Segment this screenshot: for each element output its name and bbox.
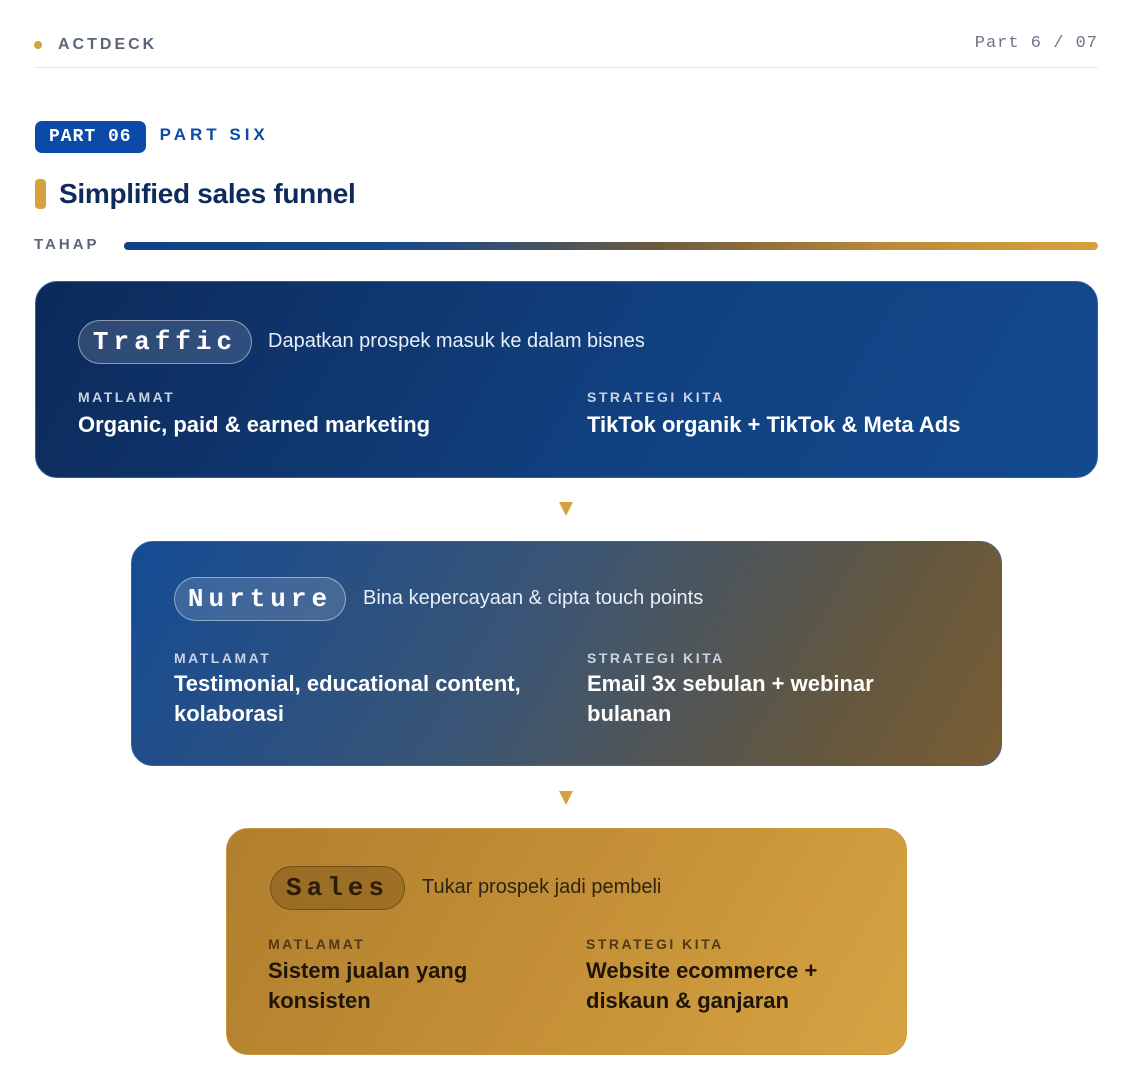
stage-name-pill: Sales bbox=[270, 866, 405, 910]
down-triangle-icon bbox=[559, 791, 573, 805]
goal-value: Sistem jualan yang konsisten bbox=[268, 958, 468, 1013]
strategy-label: STRATEGI KITA bbox=[587, 650, 725, 666]
strategy-value: Email 3x sebulan + webinar bulanan bbox=[587, 671, 874, 726]
goal-label: MATLAMAT bbox=[78, 389, 176, 405]
goal-label: MATLAMAT bbox=[174, 650, 272, 666]
part-badge: PART 06 bbox=[35, 121, 146, 153]
stage-axis-label: TAHAP bbox=[34, 236, 100, 253]
page-title: Simplified sales funnel bbox=[59, 178, 356, 209]
part-header bbox=[35, 121, 269, 153]
goal-value: Testimonial, educational content, kolaborasi bbox=[174, 671, 521, 726]
goal-value: Organic, paid & earned marketing bbox=[78, 412, 431, 437]
stage-name-pill: Traffic bbox=[78, 320, 252, 364]
stage-description: Dapatkan prospek masuk ke dalam bisnes bbox=[268, 330, 645, 352]
brand-name: ACTDECK bbox=[58, 36, 158, 53]
strategy-label: STRATEGI KITA bbox=[587, 389, 725, 405]
stage-description: Tukar prospek jadi pembeli bbox=[422, 876, 662, 898]
top-bar bbox=[34, 28, 1098, 68]
brand bbox=[34, 36, 157, 54]
strategy-value: Website ecommerce + diskaun & ganjaran bbox=[586, 958, 818, 1013]
down-triangle-icon bbox=[559, 502, 573, 516]
strategy-value: TikTok organik + TikTok & Meta Ads bbox=[587, 412, 961, 437]
brand-dot-icon bbox=[34, 41, 42, 49]
stage-description: Bina kepercayaan & cipta touch points bbox=[363, 587, 704, 609]
title-row bbox=[35, 178, 356, 210]
goal-label: MATLAMAT bbox=[268, 936, 366, 952]
stage-gradient-line bbox=[124, 242, 1098, 250]
funnel-stage-sales bbox=[226, 828, 907, 1055]
stage-axis bbox=[34, 236, 1098, 256]
strategy-label: STRATEGI KITA bbox=[586, 936, 724, 952]
part-label: PART SIX bbox=[159, 125, 269, 144]
funnel-stage-nurture bbox=[131, 541, 1002, 766]
stage-name-pill: Nurture bbox=[174, 577, 346, 621]
funnel-stage-traffic bbox=[35, 281, 1098, 478]
page-indicator: Part 6 / 07 bbox=[974, 34, 1098, 53]
title-accent-bar bbox=[35, 179, 46, 209]
